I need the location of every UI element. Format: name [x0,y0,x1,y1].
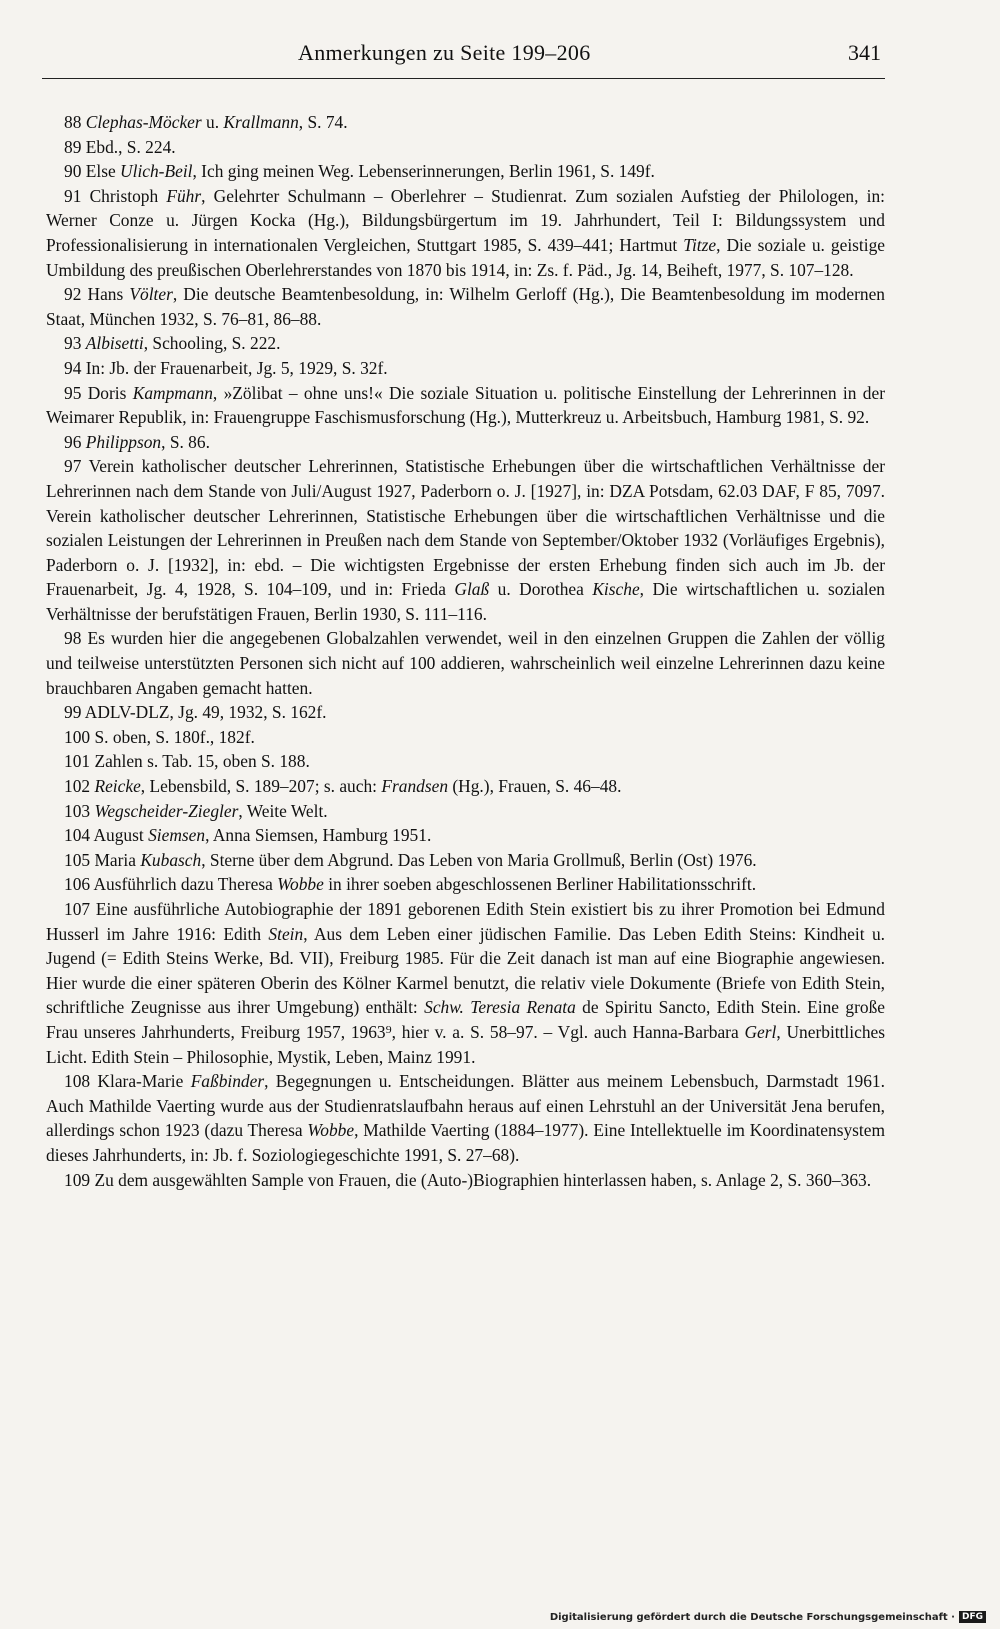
endnote-text: ADLV-DLZ, Jg. 49, 1932, S. 162f. [84,702,327,723]
header-title: Anmerkungen zu Seite 199–206 [298,40,591,65]
endnote-author: Schw. Teresia Renata [424,997,576,1018]
endnote-text: Verein katholischer deutscher Lehrerinnen, Statistische Erhebungen über die wirtschaftlichen Verhältnisse der Lehrerinnen nach dem Stande von Juli/August 1927, Paderborn o. J. [1927], in: DZA Potsdam, 62.03 DAF, F 85, 7097. Verein katholischer deutscher Lehrerinnen, Statistische Erhebungen über die wirtschaftlichen Verhältnisse und die sozialen Leistungen der Lehrerinnen in Preußen nach dem Stande von September/Oktober 1932 (Vorläufiges Ergebnis), Paderborn o. J. [1932], in: ebd. – Die wichtigsten Ergebnisse der ersten Erhebung finden sich auch im Jb. der Frauenarbeit, Jg. 4, 1928, S. 104–109, und in: Frieda [46,456,885,600]
endnote-author: Gerl [744,1021,777,1042]
endnote-author: Völter [129,284,173,305]
endnote-text: , Lebensbild, S. 189–207; s. auch: [140,776,382,797]
endnote-author: Reicke [94,776,141,797]
endnote-number: 101 [64,751,91,772]
endnote-text: , Ich ging meinen Weg. Lebenserinnerungen, Berlin 1961, S. 149f. [192,161,655,182]
endnote [46,897,885,1069]
endnote-text: u. [201,112,224,132]
endnote-author: Wegscheider-Ziegler [94,800,239,821]
endnote-author: Clephas-Möcker [85,112,202,132]
credit-text: Digitalisierung gefördert durch die Deutsche Forschungsgemeinschaft · [549,1611,955,1623]
endnote-text: Ebd., S. 224. [85,136,176,157]
endnote-text: August [93,825,149,846]
endnote-text: Doris [87,382,133,403]
endnote-number: 89 [64,136,82,157]
endnote-text: , Die soziale u. geistige Umbildung des preußischen Oberlehrerstandes von 1870 bis 1914, in: Zs. f. Päd., Jg. 14, Beiheft, 1977, S. 107–128. [46,234,885,280]
endnote-number: 90 [64,161,82,182]
endnote [46,626,885,700]
endnote-text: Eine ausführliche Autobiographie der 1891 geborenen Edith Stein existiert bis zu ihrer Promotion bei Edmund Husserl im Jahre 1916: Edith [46,899,885,944]
endnote-author: Faßbinder [190,1071,265,1092]
endnote-author: Frandsen [381,776,449,797]
endnote-text: , Aus dem Leben einer jüdischen Familie. Das Leben Edith Steins: Kindheit u. Jugend (= Edith Steins Werke, Bd. VII), Freiburg 1985. Für die Zeit danach ist man auf eine Biographie angewiesen. Hier wurde die einer späteren Oberin des Kölner Karmel benutzt, die relativ viele Dokumente (Briefe von Edith Stein, schriftliche Zeugnisse aus ihrer Umgebung) enthält: [46,923,885,1018]
endnote [46,799,885,824]
endnote-text: de Spiritu Sancto, Edith Stein. Eine große Frau unseres Jahrhunderts, Freiburg 1957, 1963⁹, hier v. a. S. 58–97. – Vgl. auch Hanna-Barbara [46,997,885,1042]
endnote [46,872,885,897]
endnote-author: Kische [592,579,640,600]
endnote-number: 107 [64,899,91,919]
endnote-number: 95 [64,382,82,403]
endnote [46,774,885,799]
endnote [46,159,885,184]
running-header [42,34,885,79]
endnote [46,356,885,381]
endnote-text: Maria [94,849,141,870]
endnote-text: , Die deutsche Beamtenbesoldung, in: Wilhelm Gerloff (Hg.), Die Beamtenbesoldung im modernen Staat, München 1932, S. 76–81, 86–88. [46,284,885,329]
endnote [46,1069,885,1167]
endnote-author: Stein [268,923,304,944]
endnote [46,331,885,356]
endnote-number: 105 [64,849,91,870]
endnote-text: Es wurden hier die angegebenen Globalzahlen verwendet, weil in den einzelnen Gruppen die Zahlen der völlig und teilweise unterstützten Personen sich nicht auf 100 addieren, wahrscheinlich weil einzelne Lehrerinnen dazu keine brauchbaren Angaben gemacht hatten. [46,628,885,698]
endnote-text: , S. 86. [161,431,210,452]
endnote-text: , Unerbittliches Licht. Edith Stein – Philosophie, Mystik, Leben, Mainz 1991. [46,1021,885,1067]
endnote [46,700,885,725]
endnote-number: 97 [64,456,82,477]
endnote [46,135,885,160]
endnote-number: 108 [64,1071,91,1092]
endnote-number: 100 [64,726,91,747]
endnote-number: 106 [64,874,91,895]
endnote-text: in ihrer soeben abgeschlossenen Berliner Habilitationsschrift. [323,874,757,895]
endnote [46,1168,885,1193]
endnote-number: 96 [64,431,82,452]
endnote-author: Glaß [454,579,490,600]
endnote [46,848,885,873]
endnote-number: 94 [64,357,82,378]
endnote [46,823,885,848]
digitization-credit [550,1611,986,1623]
endnote-author: Führ [166,185,202,206]
endnote [46,749,885,774]
endnote-text: In: Jb. der Frauenarbeit, Jg. 5, 1929, S. 32f. [85,357,388,378]
endnote-text: Klara-Marie [97,1071,191,1092]
endnote [46,110,885,135]
endnote-author: Wobbe [277,874,324,895]
endnote-text: , »Zölibat – ohne uns!« Die soziale Situation u. politische Einstellung der Lehrerinnen in der Weimarer Republik, in: Frauengruppe Faschismusforschung (Hg.), Mutterkreuz u. Arbeitsbuch, Hamburg 1981, S. 92. [46,382,885,428]
endnote-number: 91 [64,185,82,206]
endnote-text: , Sterne über dem Abgrund. Das Leben von Maria Grollmuß, Berlin (Ost) 1976. [201,849,757,870]
endnote-text: Hans [87,284,130,305]
endnote [46,725,885,750]
endnote-text: Else [85,161,121,182]
endnote-text: Christoph [89,185,167,206]
endnote-author: Kubasch [140,849,202,870]
endnote-text: , Schooling, S. 222. [143,333,281,354]
endnote-text: , S. 74. [298,112,348,132]
endnote-text: Zahlen s. Tab. 15, oben S. 188. [94,751,310,772]
endnote-number: 103 [64,800,91,821]
endnote-text: , Begegnungen u. Entscheidungen. Blätter aus meinem Lebensbuch, Darmstadt 1961. Auch Mathilde Vaerting wurde aus der Studienratslaufbahn heraus auf einen Lehrstuhl an der Universität Jena berufen, allerdings schon 1923 (dazu Theresa [46,1071,885,1141]
endnote-author: Krallmann [223,112,299,132]
endnote-author: Wobbe [307,1120,355,1141]
endnote-number: 99 [64,702,82,723]
endnote-number: 104 [64,825,91,846]
endnote-number: 102 [64,776,91,797]
endnote-number: 88 [64,112,82,132]
endnote-text: , Weite Welt. [238,800,328,821]
dfg-logo: DFG [959,1611,986,1623]
endnotes-list [46,110,885,1192]
endnote-text: , Anna Siemsen, Hamburg 1951. [205,825,432,846]
endnote-number: 109 [64,1169,91,1190]
endnote-text: Ausführlich dazu Theresa [93,874,278,895]
endnote-number: 98 [64,628,82,649]
endnote-text: , Mathilde Vaerting (1884–1977). Eine Intellektuelle im Koordinatensystem dieses Jahrhunderts, in: Jb. f. Soziologiegeschichte 1991, S. 27–68). [46,1120,886,1165]
endnote [46,430,885,455]
endnote-author: Albisetti [85,333,144,354]
endnote-text: S. oben, S. 180f., 182f. [94,726,255,747]
endnote-author: Siemsen [148,825,206,846]
endnote-text: u. Dorothea [489,579,593,600]
endnote-author: Titze [683,234,717,255]
endnote-author: Ulich-Beil [120,161,193,182]
endnote [46,282,885,331]
page-number: 341 [848,40,881,65]
endnote [46,184,885,282]
endnote-author: Kampmann [132,382,213,403]
endnote-text: (Hg.), Frauen, S. 46–48. [448,776,622,797]
endnote [46,381,885,430]
endnote-text: Zu dem ausgewählten Sample von Frauen, die (Auto-)Biographien hinterlassen haben, s. Anlage 2, S. 360–363. [94,1169,872,1190]
endnote-author: Philippson [85,431,162,452]
endnote-text: , Gelehrter Schulmann – Oberlehrer – Studienrat. Zum sozialen Aufstieg der Philologen, in: Werner Conze u. Jürgen Kocka (Hg.), Bildungsbürgertum im 19. Jahrhundert, Teil I: Bildungssystem und Professionalisierung in internationalen Vergleichen, Stuttgart 1985, S. 439–441; Hartmut [46,185,885,255]
endnote [46,454,885,626]
endnote-number: 93 [64,333,82,354]
endnote-text: , Die wirtschaftlichen u. sozialen Verhältnisse der berufstätigen Frauen, Berlin 1930, S. 111–116. [46,579,885,624]
endnote-number: 92 [64,284,82,305]
